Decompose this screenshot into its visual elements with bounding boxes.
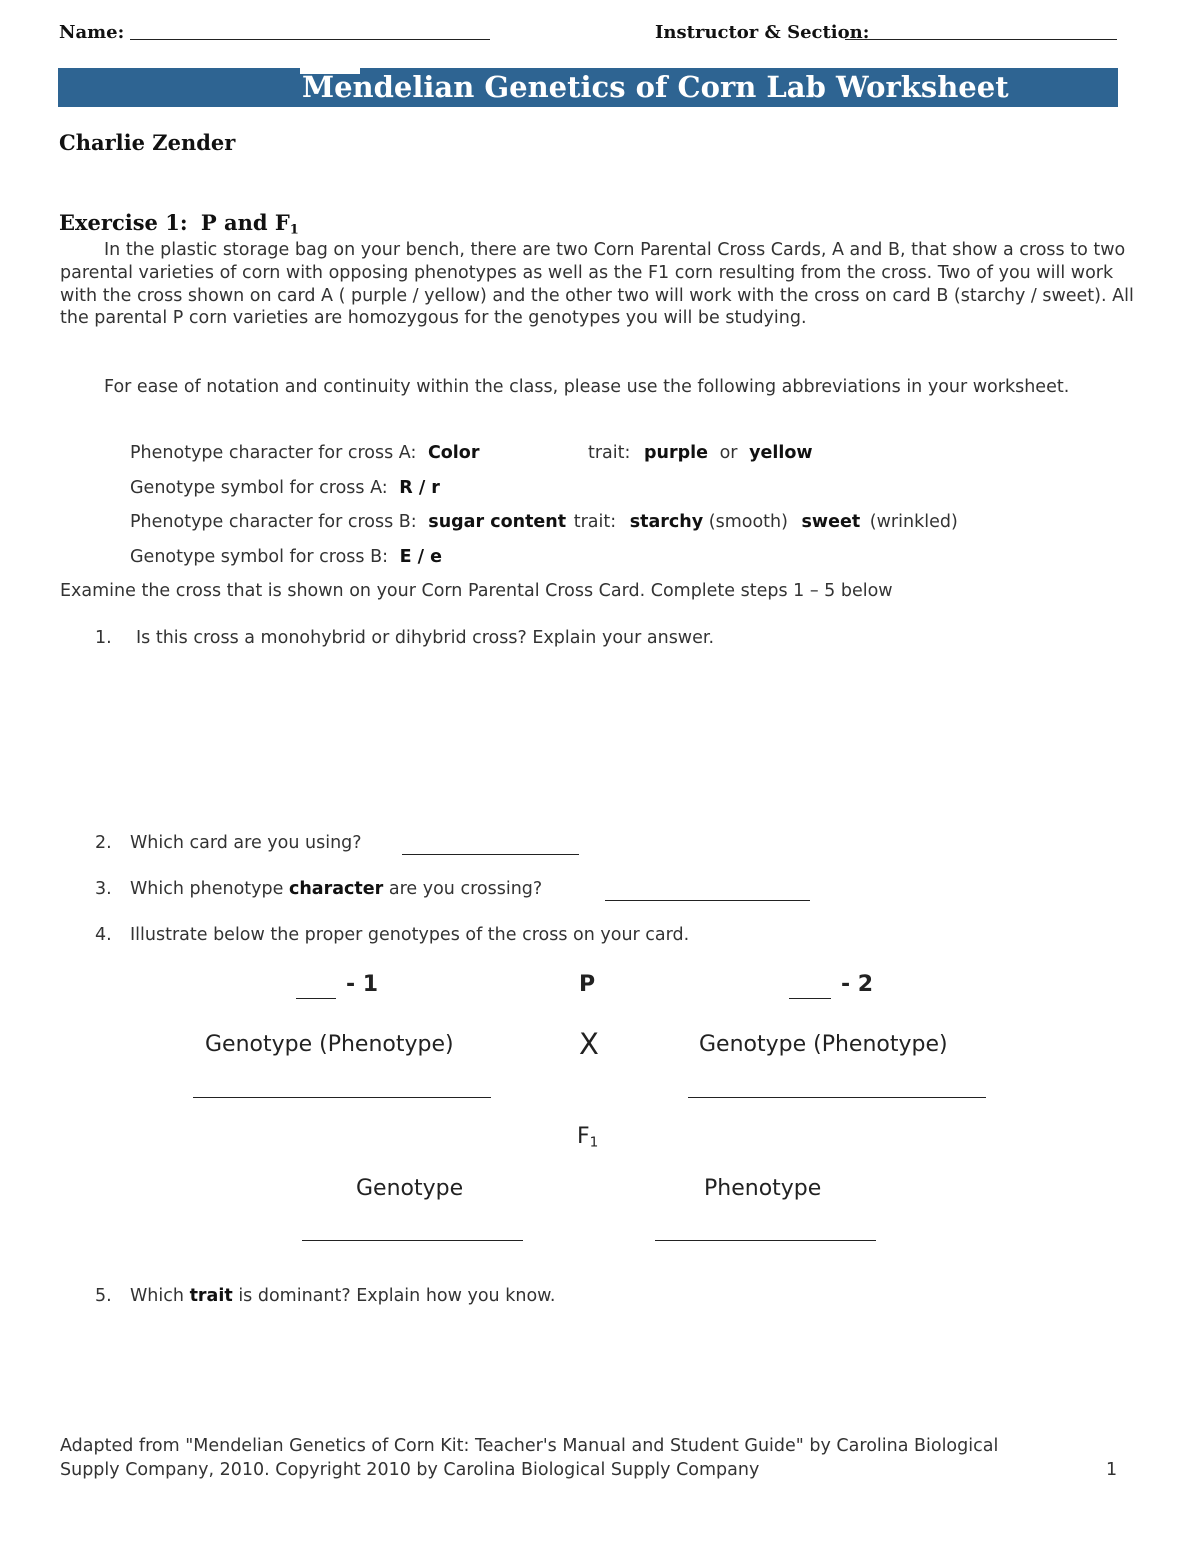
question-5-pre: Which <box>130 1286 184 1306</box>
instructions: Examine the cross that is shown on your Corn Parental Cross Card. Complete steps 1 – 5 below <box>60 581 893 601</box>
f1-phenotype-label: Phenotype <box>704 1176 822 1201</box>
instructor-section-label: Instructor & Section: <box>655 22 870 43</box>
cross-b-phenotype-label: Phenotype character for cross B: <box>130 512 417 532</box>
cross-b-genotype-label: Genotype symbol for cross B: <box>130 547 389 567</box>
f1-label-subscript: 1 <box>589 1134 599 1151</box>
cross-a-trait-label: trait: <box>588 443 631 463</box>
question-4-number: 4. <box>95 925 112 945</box>
question-2-answer-field[interactable] <box>402 842 579 855</box>
intro-paragraph <box>60 239 1135 330</box>
cross-a-trait-1: purple <box>643 443 708 463</box>
cross-x-label: X <box>579 1027 599 1061</box>
cross-b-trait-1-note: (smooth) <box>708 512 788 532</box>
f1-label: F <box>577 1124 590 1149</box>
question-1: Is this cross a monohybrid or dihybrid cross? Explain your answer. <box>136 628 715 648</box>
question-3-answer-field[interactable] <box>605 888 810 901</box>
cross-a-phenotype-label: Phenotype character for cross A: <box>130 443 417 463</box>
cross-a-trait-2: yellow <box>749 443 813 463</box>
author-name: Charlie Zender <box>59 130 236 155</box>
p-label: P <box>579 972 596 997</box>
name-label: Name: <box>59 22 125 43</box>
question-5-post: is dominant? Explain how you know. <box>238 1286 556 1306</box>
notation-paragraph-text: For ease of notation and continuity within the class, please use the following abbreviations in your worksheet. <box>104 377 1070 397</box>
exercise-heading <box>59 210 299 237</box>
parent-1-answer-field[interactable] <box>193 1085 491 1098</box>
exercise-topic: P and F <box>200 210 290 235</box>
exercise-topic-subscript: 1 <box>289 222 299 238</box>
f1-heading <box>577 1124 598 1150</box>
name-field[interactable] <box>130 27 490 40</box>
question-5-number: 5. <box>95 1286 112 1306</box>
parent-2-answer-field[interactable] <box>688 1085 986 1098</box>
question-3-pre: Which phenotype <box>130 879 284 899</box>
cross-a-genotype-value: R / r <box>399 478 440 498</box>
intro-paragraph-text: In the plastic storage bag on your bench, there are two Corn Parental Cross Cards, A and B, that show a cross to two parental varieties of corn with opposing phenotypes as well as the F1 corn resulting from the cross. Two of you will work with the cross shown on card A ( purple / yellow) and the other two will work with the cross on card B (starchy / sweet). All the parental P corn varieties are homozygous for the genotypes you will be studying. <box>60 240 1134 329</box>
cross-b-trait-2: sweet <box>801 512 861 532</box>
footer-credit-line-1: Adapted from "Mendelian Genetics of Corn Kit: Teacher's Manual and Student Guide" by Carolina Biological <box>60 1436 999 1456</box>
f1-phenotype-answer-field[interactable] <box>655 1228 876 1241</box>
footer-credit-line-2: Supply Company, 2010. Copyright 2010 by Carolina Biological Supply Company <box>60 1460 760 1480</box>
notation-paragraph <box>60 376 1135 399</box>
cross-b-genotype-row <box>130 547 442 567</box>
cross-a-genotype-label: Genotype symbol for cross A: <box>130 478 388 498</box>
f1-genotype-label: Genotype <box>356 1176 464 1201</box>
question-3 <box>130 879 542 899</box>
parent-1-suffix: - 1 <box>346 972 379 997</box>
question-5-bold: trait <box>189 1286 233 1306</box>
cross-a-phenotype-value: Color <box>427 443 480 463</box>
question-5 <box>130 1286 555 1306</box>
parent-2-blank[interactable] <box>789 986 831 999</box>
parent-2-suffix: - 2 <box>841 972 874 997</box>
cross-b-trait-2-note: (wrinkled) <box>869 512 958 532</box>
cross-a-trait-row <box>588 443 813 463</box>
cross-b-genotype-value: E / e <box>399 547 442 567</box>
cross-b-phenotype-value: sugar content <box>428 512 567 532</box>
question-3-bold: character <box>288 879 384 899</box>
cross-b-phenotype-row <box>130 512 958 532</box>
cross-b-trait-1: starchy <box>629 512 704 532</box>
f1-genotype-answer-field[interactable] <box>302 1228 523 1241</box>
cross-a-genotype-row <box>130 478 440 498</box>
cross-b-trait-label: trait: <box>573 512 617 532</box>
instructor-section-field[interactable] <box>845 27 1117 40</box>
page-number: 1 <box>1106 1460 1118 1480</box>
cross-a-or: or <box>719 443 738 463</box>
cross-a-phenotype-row <box>130 443 479 463</box>
question-4: Illustrate below the proper genotypes of the cross on your card. <box>130 925 690 945</box>
page-title: Mendelian Genetics of Corn Lab Worksheet <box>302 70 1009 104</box>
question-2: Which card are you using? <box>130 833 362 853</box>
question-2-number: 2. <box>95 833 112 853</box>
question-3-number: 3. <box>95 879 112 899</box>
parent-1-label: Genotype (Phenotype) <box>205 1032 454 1057</box>
exercise-number: Exercise 1: <box>59 210 188 235</box>
parent-2-label: Genotype (Phenotype) <box>699 1032 948 1057</box>
question-3-post: are you crossing? <box>388 879 543 899</box>
parent-1-blank[interactable] <box>296 986 336 999</box>
question-1-number: 1. <box>95 628 112 648</box>
